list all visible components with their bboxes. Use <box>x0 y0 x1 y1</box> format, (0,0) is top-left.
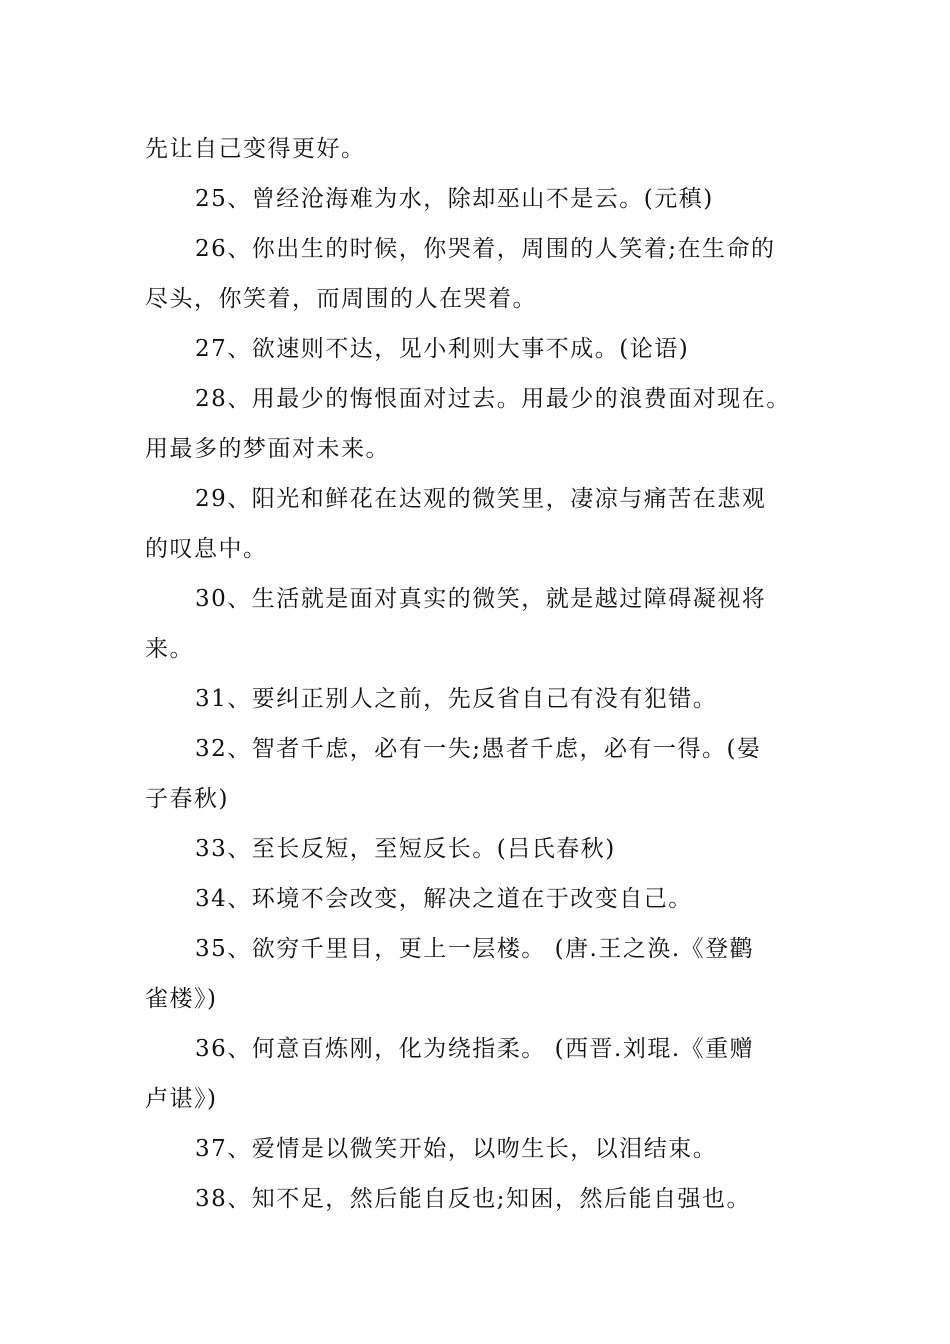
quote-35: 35、欲穷千里目，更上一层楼。 (唐.王之涣.《登鹳 <box>195 936 755 962</box>
quote-36: 36、何意百炼刚，化为绕指柔。 (西晋.刘琨.《重赠 <box>195 1036 755 1062</box>
quote-38: 38、知不足，然后能自反也;知困，然后能自强也。 <box>195 1186 752 1212</box>
quote-33: 33、至长反短，至短反长。(吕氏春秋) <box>195 836 616 862</box>
quote-28: 28、用最少的悔恨面对过去。用最少的浪费面对现在。 <box>195 386 791 412</box>
quote-26: 26、你出生的时候，你哭着，周围的人笑着;在生命的 <box>195 236 776 262</box>
text-line: 子春秋) <box>145 786 229 812</box>
text-line: 卢谌》) <box>145 1086 218 1112</box>
text-line: 来。 <box>145 636 194 662</box>
quote-32: 32、智者千虑，必有一失;愚者千虑，必有一得。(晏 <box>195 736 762 762</box>
quote-25: 25、曾经沧海难为水，除却巫山不是云。(元稹) <box>195 186 714 212</box>
text-line: 雀楼》) <box>145 986 218 1012</box>
quote-29: 29、阳光和鲜花在达观的微笑里，凄凉与痛苦在悲观 <box>195 486 767 512</box>
text-line: 的叹息中。 <box>145 536 268 562</box>
text-line: 用最多的梦面对未来。 <box>145 436 390 462</box>
quote-31: 31、要纠正别人之前，先反省自己有没有犯错。 <box>195 686 718 712</box>
quote-30: 30、生活就是面对真实的微笑，就是越过障碍凝视将 <box>195 586 767 612</box>
quote-27: 27、欲速则不达，见小利则大事不成。(论语) <box>195 336 690 362</box>
text-line: 尽头，你笑着，而周围的人在哭着。 <box>145 286 537 312</box>
text-line: 先让自己变得更好。 <box>145 136 366 162</box>
quote-34: 34、环境不会改变，解决之道在于改变自己。 <box>195 886 693 912</box>
quote-37: 37、爱情是以微笑开始，以吻生长，以泪结束。 <box>195 1136 718 1162</box>
